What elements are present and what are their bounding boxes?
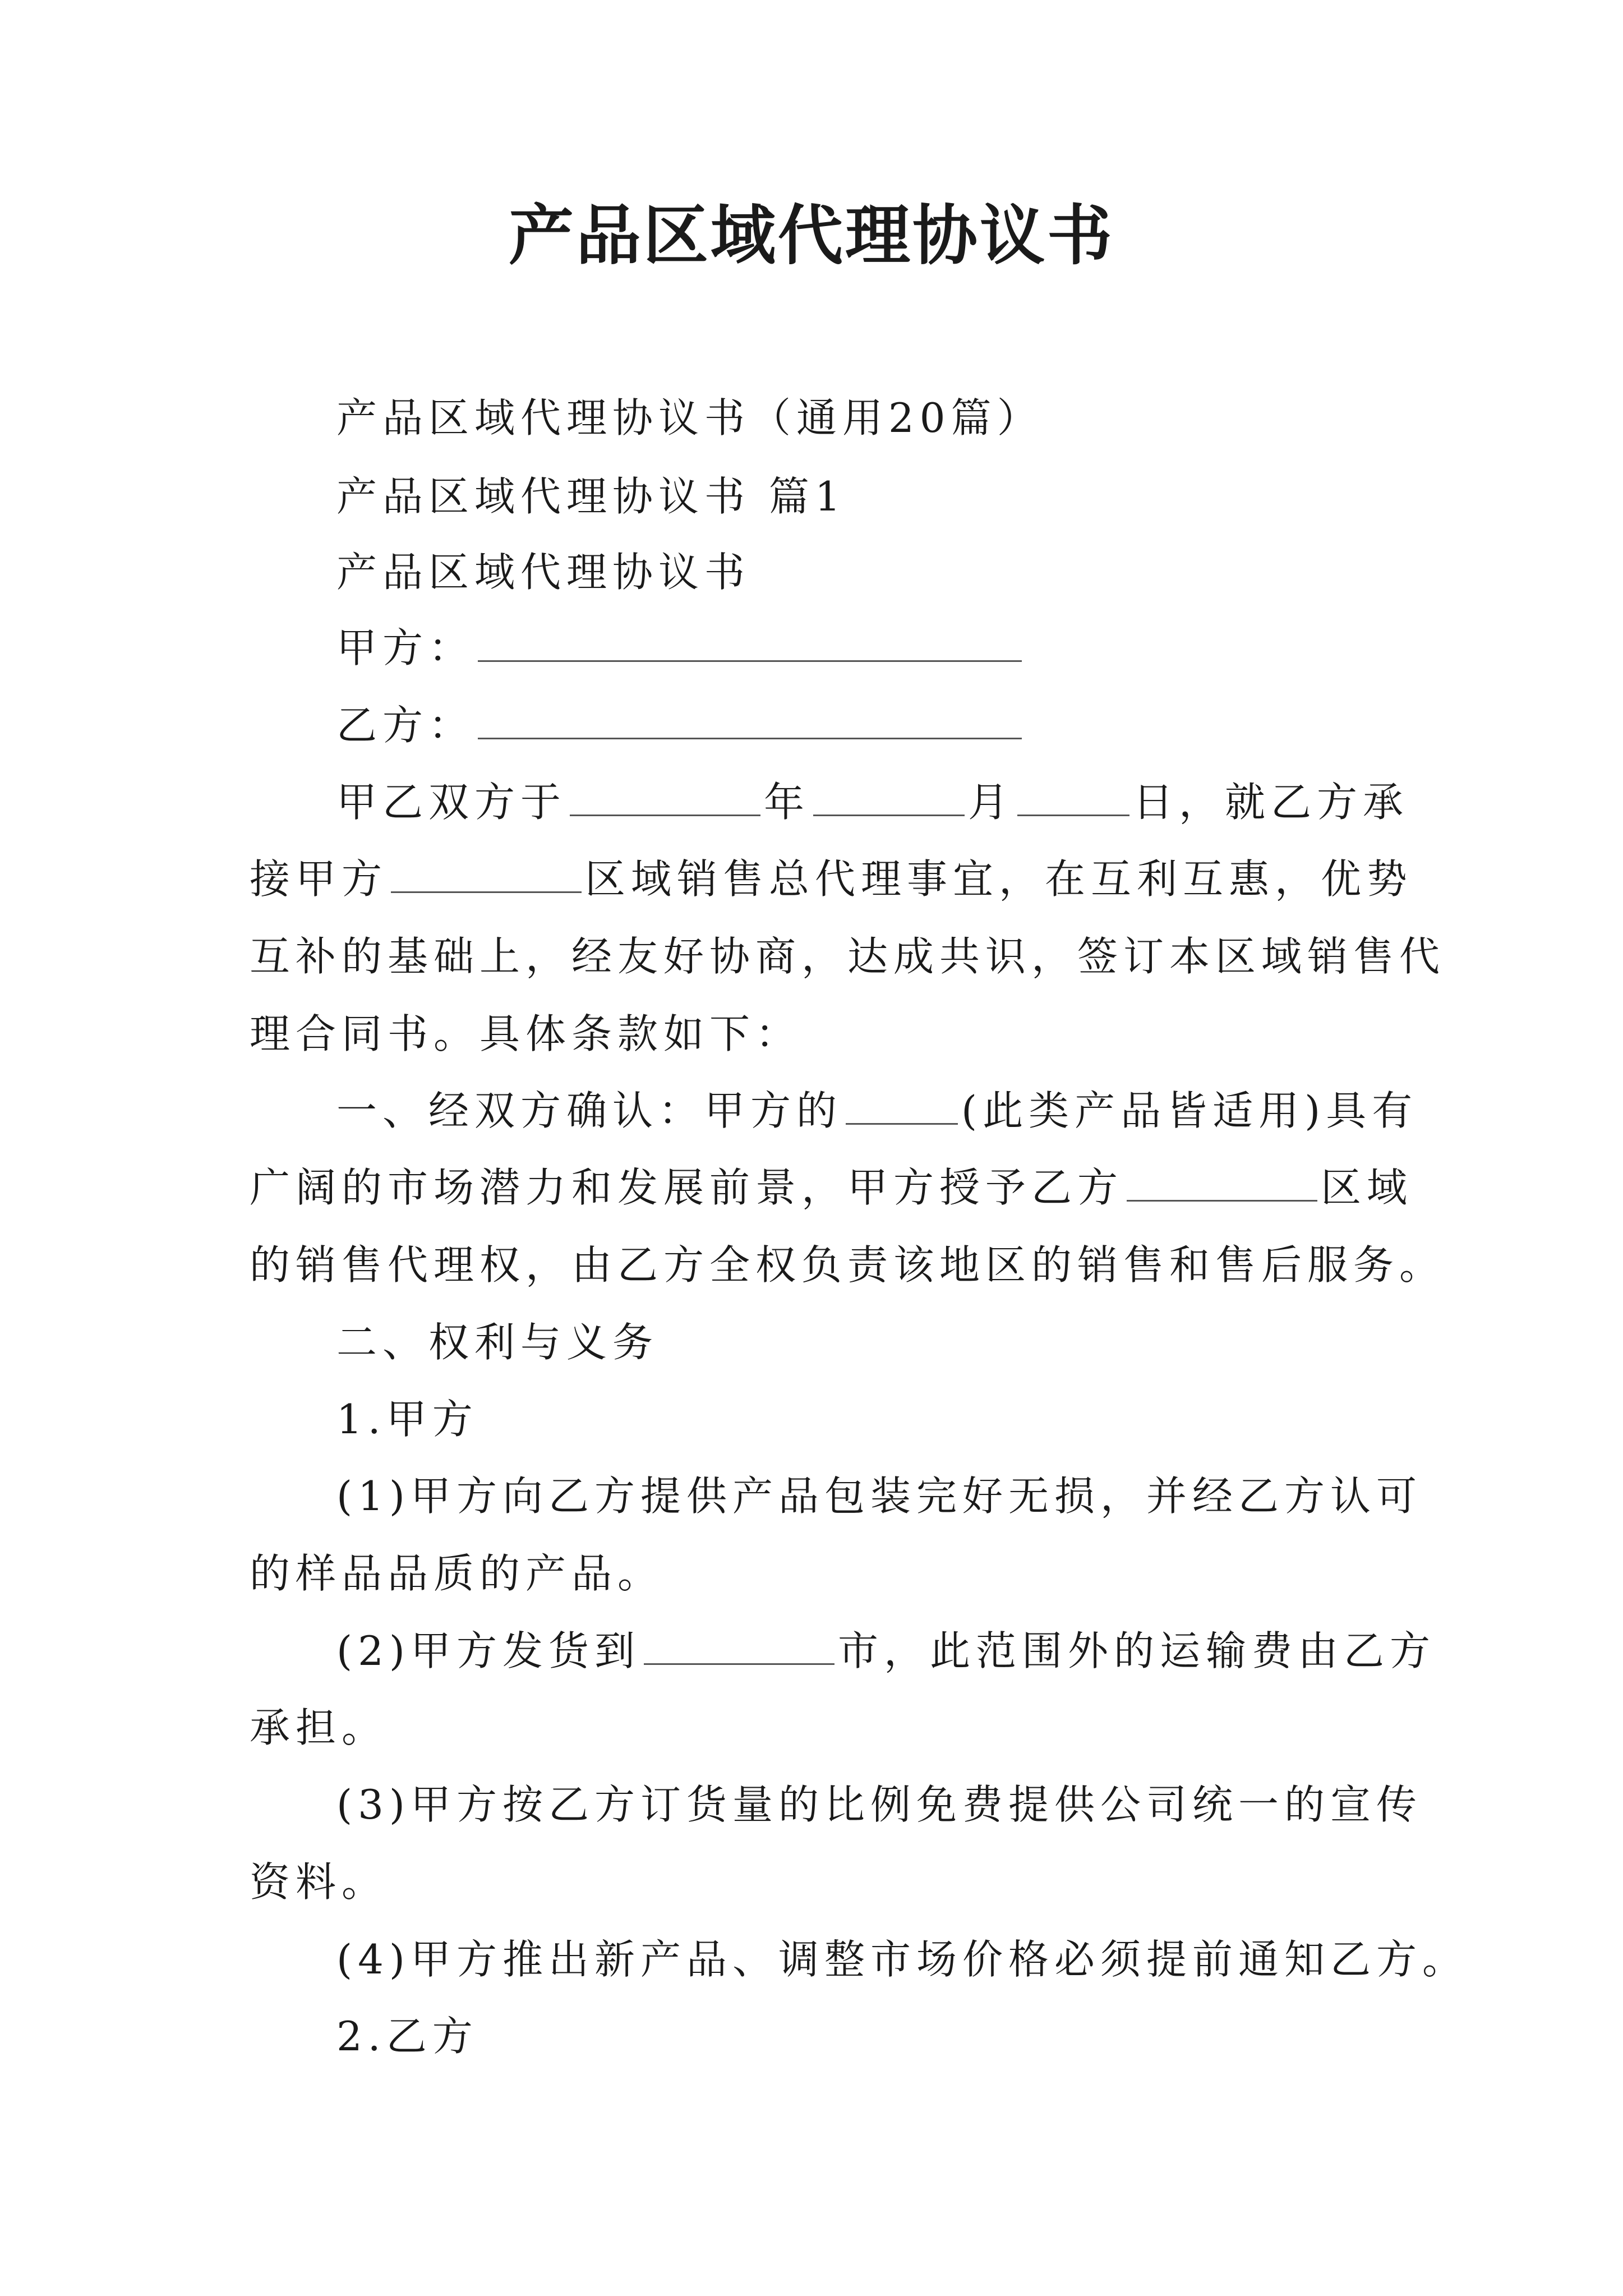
- text-segment: (此类产品皆适用)具有: [961, 1087, 1418, 1134]
- product-blank: [846, 1086, 958, 1125]
- paragraph-line: 理合同书。具体条款如下：: [250, 1010, 802, 1057]
- section-heading: 二、权利与义务: [336, 1319, 659, 1366]
- party-a-label: 甲方：: [336, 624, 475, 671]
- paragraph-line: [336, 771, 1409, 833]
- region-blank: [391, 854, 582, 893]
- document-title: 产品区域代理协议书: [509, 197, 1114, 274]
- party-b-line: [336, 694, 1405, 756]
- paragraph-line: 的销售代理权，由乙方全权负责该地区的销售和售后服务。: [250, 1241, 1446, 1289]
- clause-line: (3)甲方按乙方订货量的比例免费提供公司统一的宣传: [336, 1781, 1422, 1828]
- agreement-name: 产品区域代理协议书: [336, 549, 751, 596]
- text-segment: 区域销售总代理事宜，在互利互惠，优势: [585, 855, 1413, 903]
- text-segment: 日，就乙方承: [1133, 779, 1409, 826]
- text-segment: (2)甲方发货到: [336, 1627, 640, 1674]
- subtitle-line: 产品区域代理协议书（通用20篇）: [336, 394, 1043, 441]
- text-segment: 甲乙双方于: [336, 779, 567, 826]
- text-segment: 一、经双方确认：甲方的: [336, 1087, 843, 1134]
- paragraph-line: 互补的基础上，经友好协商，达成共识，签订本区域销售代: [250, 933, 1446, 980]
- clause-line: (1)甲方向乙方提供产品包装完好无损，并经乙方认可: [336, 1473, 1422, 1520]
- year-blank: [570, 777, 760, 816]
- clause-line: (4)甲方推出新产品、调整市场价格必须提前通知乙方。: [336, 1936, 1468, 1983]
- area-blank: [1127, 1163, 1317, 1202]
- day-blank: [1017, 777, 1129, 816]
- party-a-line: [336, 617, 1405, 679]
- paragraph-line: [250, 848, 1413, 910]
- text-segment: 市，此范围外的运输费由乙方: [838, 1627, 1436, 1674]
- clause-line: 的样品品质的产品。: [250, 1550, 664, 1597]
- sub-heading: 2.乙方: [336, 2013, 478, 2060]
- text-segment: 月: [968, 779, 1015, 826]
- party-b-label: 乙方：: [336, 702, 475, 749]
- text-segment: 区域: [1321, 1164, 1413, 1211]
- section-heading: 产品区域代理协议书 篇1: [336, 473, 846, 520]
- clause-line: 承担。: [250, 1704, 388, 1751]
- city-blank: [644, 1626, 834, 1665]
- paragraph-line: [250, 1157, 1413, 1218]
- party-b-blank: [478, 701, 1022, 739]
- month-blank: [813, 777, 965, 816]
- text-segment: 接甲方: [250, 855, 388, 903]
- text-segment: 年: [764, 779, 810, 826]
- text-segment: 广阔的市场潜力和发展前景，甲方授予乙方: [250, 1164, 1124, 1211]
- paragraph-line: [336, 1080, 1418, 1142]
- party-a-blank: [478, 623, 1022, 662]
- clause-line: 资料。: [250, 1858, 388, 1906]
- clause-line: [336, 1620, 1436, 1682]
- sub-heading: 1.甲方: [336, 1396, 478, 1443]
